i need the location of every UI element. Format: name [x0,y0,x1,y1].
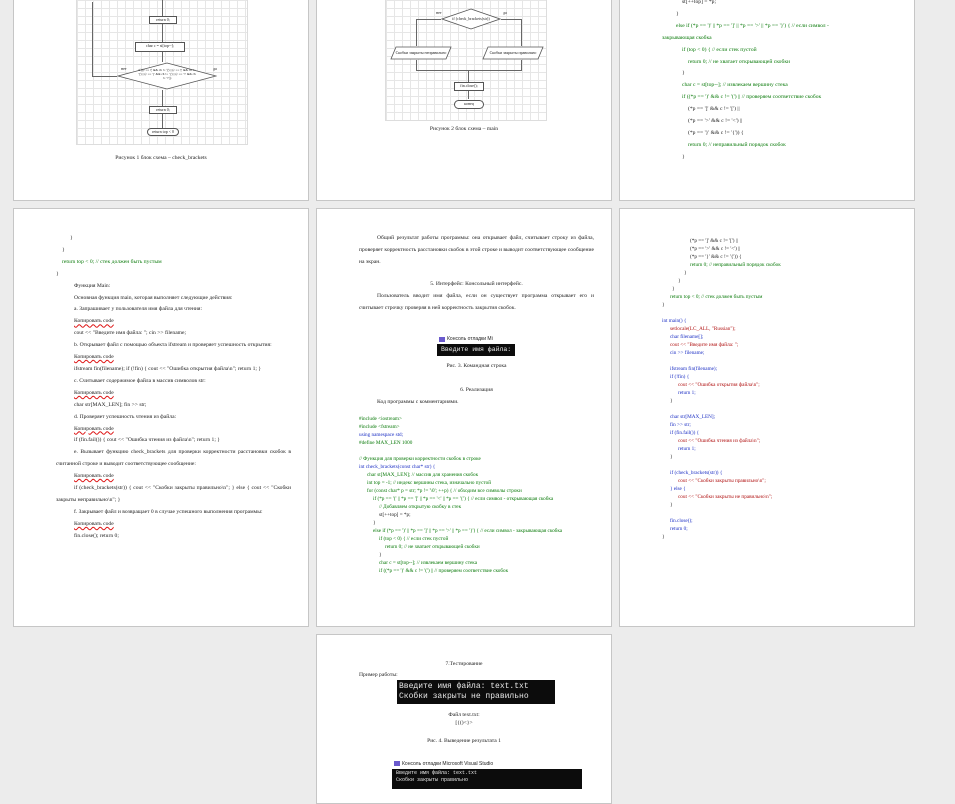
code-listing-part1: #include <iostream> #include <fstream> using namespace std; #define MAX_LEN 1000 // Функция для проверки корректности скобок в строке int check_brackets(const char* str) { char st[MAX_LEN]; // массив для хранения скобок int top = -1; // индекс вершины стека, изначально пустой for (const char* p = str; *p != '\0'; ++p) { // обходим все символы строки if (*p == '(' || *p == '[' || *p == '<' || *p == '{') { // если символ - открывающая скобка // Добавляем открытую скобку в стек st[++top] = *p; } else if (*p == ')' || *p == ']' || *p == '>' || *p == '}') { // если символ - закрывающая скобка if (top < 0) { // если стек пустой return 0; // не хватает открывающей скобки } char c = st[top--]; // извлекаем вершину стека if ((*p == ')' && c != '(') || // проверяем соответствие скобок [359,416,563,574]
flow-return0-box: return 0; [149,16,177,24]
flow-returntop-box: return top < 0 [147,128,179,136]
result-paragraph: Общий результат работы программы: она открывает файл, считывает строку из файла, проверяет корректность расстановки скобок в этой строке и выводит соответствующее сообщение на экран. [359,235,594,265]
figure-caption-1: Рисунок 1 блок схема – check_brackets [115,155,207,161]
console-window-result1: Введите имя файла: text.txt Скобки закрыты не правильно [397,680,555,704]
example-label: Пример работы: [359,672,398,678]
flowchart-main [385,0,547,121]
document-page-1 [13,0,309,201]
file-content: [{()<}> [455,720,473,726]
flow-main-yes: да [503,10,507,15]
figure-caption-3: Рис. 3. Командная строка [446,363,507,369]
flow-main-no: нет [436,10,442,15]
console-app-icon-2 [394,761,400,766]
heading-interface: 5. Интерфейс: Консольный интерфейс. [430,280,523,287]
flow-no-label: нет [121,66,127,71]
flow-output-bad-text: Скобки закрыты неправильно [395,50,447,55]
console-window-small: Консоль отладки Mi Введите имя файла: [437,335,515,356]
file-label: Файл text.txt: [448,712,480,718]
console-app-icon [439,337,445,342]
flow-return0b-box: return 0; [149,106,177,114]
flow-decision-text: if ((c == '(' && ch != ')') || (c == '[' && ch != ']') || (c == '{' && ch != '}') || (c == '<' && ch != '>')) [138,68,196,80]
document-page-7 [316,634,612,804]
document-page-3: st[++top] = *p; } else if (*p == ')' || *p == ']' || *p == '>' || *p == '}') { // если символ - закрывающая скобка if (top < 0) { // если стек пустой return 0; // не хватает открывающей скобки } char c = st[top--]; // извлекаем вершину стека if ((*p == ')' && c != '(') || // проверяем соответствие скобок (*p == ']' && c != '[') || (*p == '>' && c != '<') || (*p == '}' && c != '{')) { return 0; // неправильный порядок скобок } [619,0,915,201]
heading-testing: 7.Тестирование [445,661,483,667]
flow-output-good-text: Скобки закрыты правильно [489,50,537,55]
flow-main-decision-text: if (check_brackets(str)) [452,16,490,21]
flow-end-box: конец [454,100,484,109]
flowchart-check-brackets [76,0,248,145]
document-page-2 [316,0,612,201]
document-page-5: Общий результат работы программы: она открывает файл, считывает строку из файла, проверяет корректность расстановки скобок в этой строке и выводит соответствующее сообщение на экран. 5. Интерфейс: Консольный интерфейс. Пользователь вводит имя файла, если он существует программа открывает его и считывает строчку проверяя в ней корректность закрытия скобок. Консоль отладки Mi Введите имя файла: Рис. 3. Командная строка 6. Реализация Код программы с комментариями. #include <iostream> #include <fstream> using namespace std; #define MAX_LEN 1000 // Функция для проверки корректности скобок в строке int check_brackets(const char* str) { char st[MAX_LEN]; // массив для хранения скобок int top = -1; // индекс вершины стека, изначально пустой for (const char* p = str; *p != '\0'; ++p) { // обходим все символы строки if (*p == '(' || *p == '[' || *p == '<' || *p == '{') { // если символ - открывающая скобка // Добавляем открытую скобку в стек st[++top] = *p; } else if (*p == ')' || *p == ']' || *p == '>' || *p == '}') { // если символ - закрывающая скобка if (top < 0) { // если стек пустой return 0; // не хватает открывающей скобки } char c = st[top--]; // извлекаем вершину стека if ((*p == ')' && c != '(') || // проверяем соответствие скобок [316,208,612,627]
console-window-result2: Консоль отладки Microsoft Visual Studio Введите имя файла: text.txt Скобки закрыты правильно [392,759,582,789]
document-page-6 [619,208,915,627]
interface-paragraph: Пользователь вводит имя файла, если он существует программа открывает его и считывает строчку проверяя в ней корректность закрытия скобок. [359,292,594,311]
document-page-4: } } return top < 0; // стек должен быть пустым } Функция Main: Основная функция main, которая выполняет следующие действия: a. Запрашивает у пользователя имя файла для чтения: Копировать code cout << "Введите имя файла: "; cin >> filename; b. Открывает файл с помощью объекта ifstream и проверяет успешность открытия: Копировать code ifstream fin(filename); if (!fin) { cout << "Ошибка открытия файла\n"; return 1; } c. Считывает содержимое файла в массив символов str: Копировать code char str[MAX_LEN]; fin >> str; d. Проверяет успешность чтения из файла: Копировать code if (fin.fail()) { cout << "Ошибка чтения из файла\n"; return 1; } e. Вызывает функцию check_brackets для проверки корректности расстановки скобок в считанной строке и выводит соответствующее сообщение: Копировать code if (check_brackets(str)) { cout << "Скобки закрыты правильно\n"; } else { cout << "Скобки закрыты неправильно\n"; } f. Закрывает файл и возвращает 0 в случае успешного выполнения программы: Копировать code fin.close(); return 0; [13,208,309,627]
heading-realization: 6. Реализация [460,386,493,393]
code-listing-part2: (*p == ']' && c != '[') || (*p == '>' && c != '<') || (*p == '}' && c != '{')) { return 0; // неправильный порядок скобок } } } return top < 0; // стек должен быть пустым } int main() { setlocale(LC_ALL, "Russian"); char filename[]; cout << "Введите имя файла: "; cin >> filename; ifstream fin(filename); if (!fin) { cout << "Ошибка открытия файла\n"; return 1; } char str[MAX_LEN]; fin >> str; if (fin.fail()) { cout << "Ошибка чтения из файла\n"; return 1; } if (check_brackets(str)) { cout << "Скобки закрыты правильно\n"; } else { cout << "Скобки закрыты не правильно\n"; } fin.close(); return 0; } [662,238,781,540]
flow-fin-close-box: fin.close(); [454,82,484,91]
flow-yes-label: да [213,66,217,71]
figure-caption-4: Рис. 4. Выведение результата 1 [427,738,501,744]
flow-char-box: char c = st[top--]; [135,42,185,52]
figure-caption-2: Рисунок 2 блок схема – main [429,126,499,132]
